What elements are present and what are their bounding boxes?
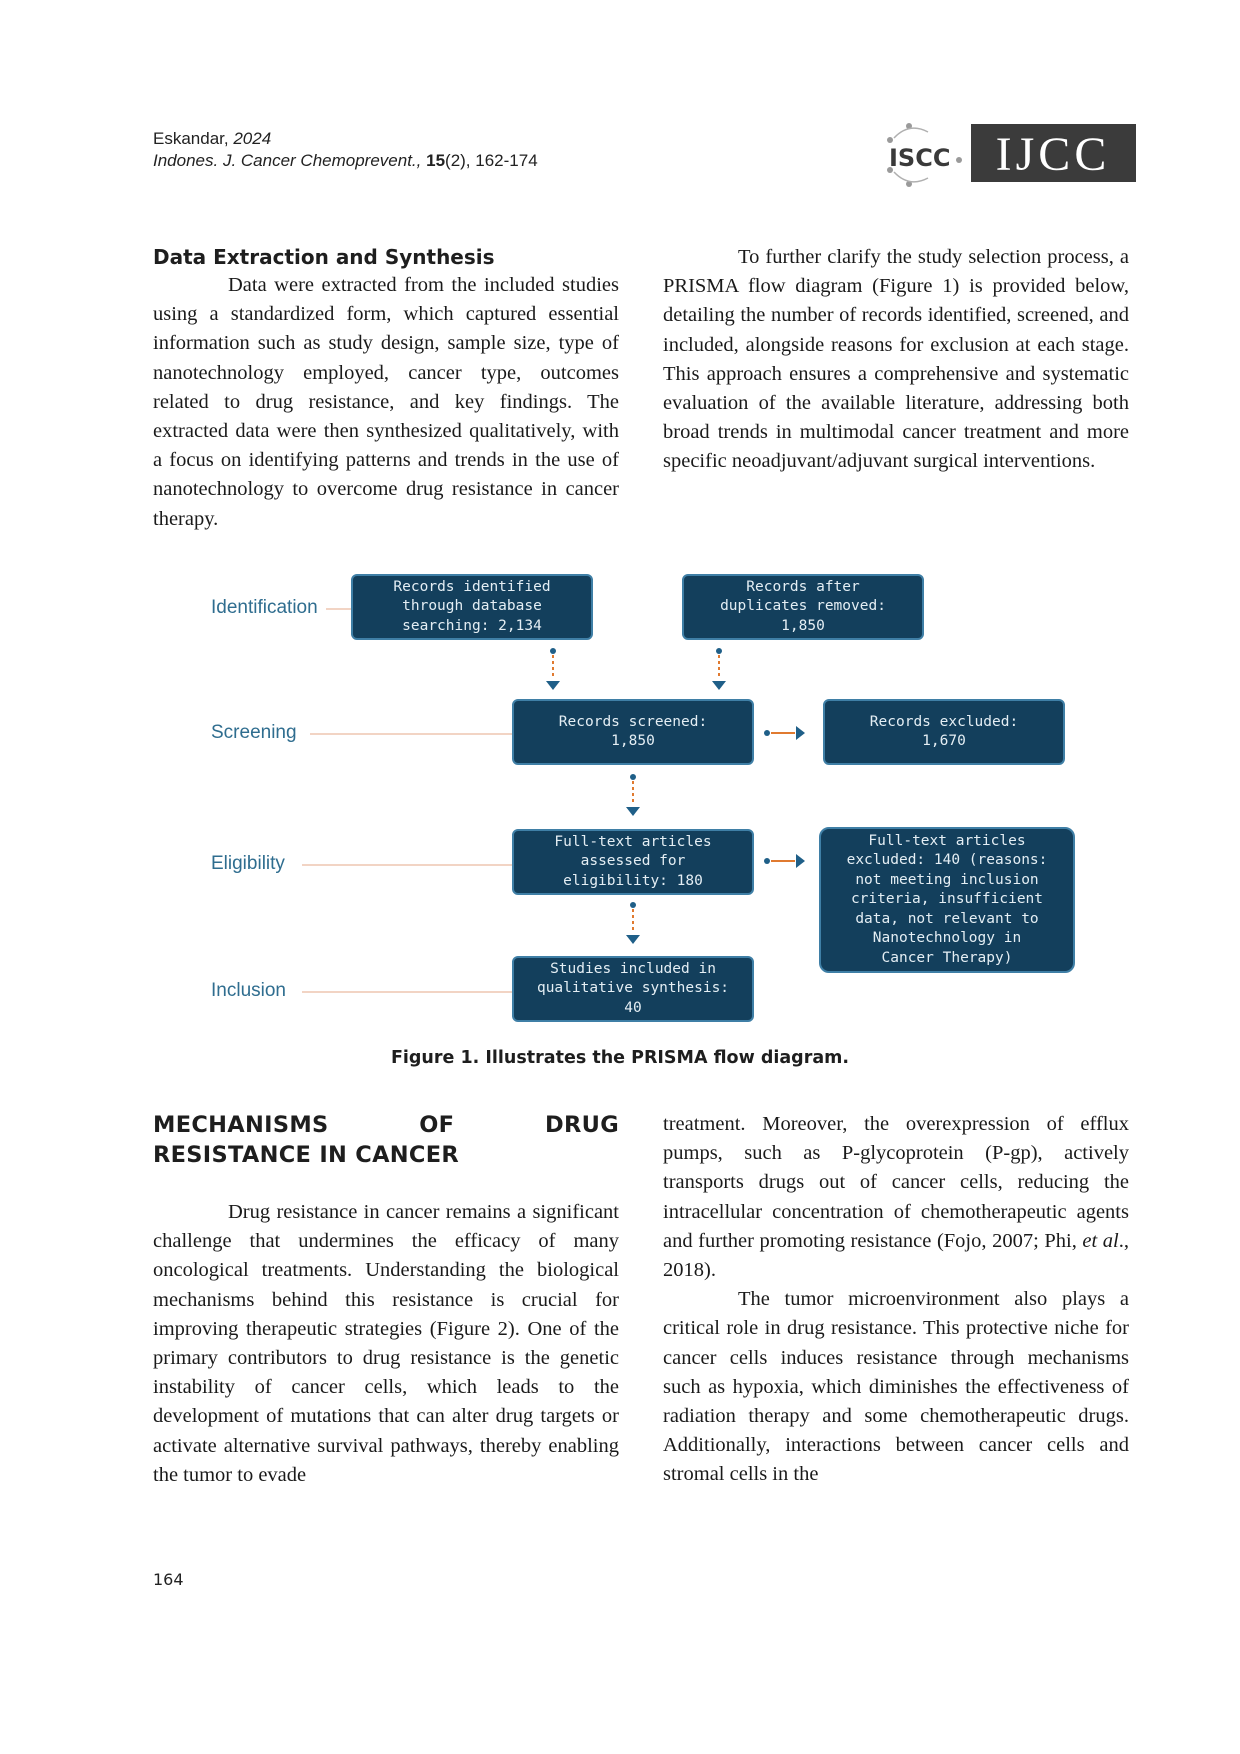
box-line: Records after	[746, 578, 860, 595]
box-records-screened	[512, 699, 754, 765]
section-data-extraction	[153, 243, 619, 534]
efflux-text-a: treatment. Moreover, the overexpression of efflux pumps, such as P-glycoprotein (P-gp), actively transports drugs out of cancer cells, reducing the intracellular concentration of chemotherapeutic agents and further promoting resistance (Fojo, 2007; Phi,	[663, 1113, 1129, 1252]
box-line: criteria, insufficient	[850, 891, 1044, 908]
running-header	[153, 128, 538, 172]
stage-line-inclusion	[302, 991, 522, 993]
figure-caption: Figure 1. Illustrates the PRISMA flow diagram.	[390, 1048, 850, 1068]
stage-line-screening	[310, 733, 522, 735]
header-citation-line: Indones. J. Cancer Chemoprevent., 15(2), 162-174	[153, 151, 538, 170]
page-number: 164	[153, 1570, 184, 1589]
box-line: Records excluded:	[869, 713, 1019, 730]
efflux-text-em: et al	[1082, 1229, 1119, 1252]
heading-data-extraction: Data Extraction and Synthesis	[153, 245, 495, 269]
logo-ijcc-text: IJCC	[995, 128, 1111, 181]
paragraph-tumor-microenvironment: The tumor microenvironment also plays a critical role in drug resistance. This protective niche for cancer cells induces resistance through mechanisms such as hypoxia, which diminishes the effectiveness of radiation therapy and some chemotherapeutic drugs. Additionally, interactions between cancer cells and stromal cells in the	[663, 1288, 1129, 1486]
box-line: Records identified	[393, 578, 551, 595]
box-line: 40	[624, 999, 642, 1016]
prisma-flow-diagram	[195, 567, 1095, 1037]
section-mechanisms	[153, 1110, 619, 1490]
efflux-text-b: ., 2018).	[663, 1229, 1129, 1282]
section-prisma-intro	[663, 243, 1129, 477]
paragraph-prisma-intro: To further clarify the study selection process, a PRISMA flow diagram (Figure 1) is provided below, detailing the number of records identified, screened, and included, alongside reasons for exclusion at each stage. This approach ensures a comprehensive and systematic evaluation of the available literature, addressing both broad trends in multimodal cancer treatment and more specific neoadjuvant/adjuvant surgical interventions.	[663, 246, 1129, 473]
paragraph-mechanisms: Drug resistance in cancer remains a significant challenge that undermines the efficacy of many oncological treatments. Understanding the biological mechanisms behind this resistance is crucial for improving therapeutic strategies (Figure 2). One of the primary contributors to drug resistance is the genetic instability of cancer cells, which leads to the development of mutations that can alter drug targets or activate alternative survival pathways, thereby enabling the tumor to evade	[153, 1201, 619, 1486]
box-line: assessed for	[580, 853, 686, 870]
box-line: 1,850	[781, 617, 825, 634]
stage-label-identification: Identification	[211, 597, 318, 618]
header-author-line	[153, 128, 538, 150]
heading-mechanisms: MECHANISMS OF DRUG RESISTANCE IN CANCER	[153, 1112, 619, 1168]
header-issue-pages: (2), 162-174	[445, 151, 538, 170]
box-line: searching: 2,134	[402, 617, 542, 634]
box-duplicates-removed	[682, 574, 924, 640]
logo-iscc-text: ISCC	[889, 144, 951, 172]
box-line: Full-text articles	[868, 832, 1026, 849]
header-author: Eskandar,	[153, 129, 234, 148]
box-line: excluded: 140 (reasons:	[846, 852, 1048, 869]
box-line: eligibility: 180	[563, 872, 703, 889]
paragraph-efflux-pumps	[663, 1110, 1129, 1285]
header-journal: Indones. J. Cancer Chemoprevent.	[153, 151, 417, 170]
box-line: 1,850	[611, 733, 655, 749]
box-line: Nanotechnology in	[872, 930, 1022, 947]
box-line: Cancer Therapy)	[881, 949, 1013, 966]
stage-label-eligibility: Eligibility	[211, 853, 285, 874]
box-line: data, not relevant to	[855, 910, 1039, 927]
box-studies-included	[512, 956, 754, 1022]
header-year: 2024	[233, 129, 272, 148]
header-volume: 15	[426, 151, 446, 170]
box-fulltext-assessed	[512, 829, 754, 895]
box-line: 1,670	[922, 733, 966, 749]
box-line: Studies included in	[550, 960, 716, 977]
section-mechanisms-continued	[663, 1110, 1129, 1490]
box-line: not meeting inclusion	[855, 871, 1039, 888]
box-records-excluded	[823, 699, 1065, 765]
box-line: Records screened:	[558, 713, 708, 730]
box-line: duplicates removed:	[720, 598, 886, 615]
box-fulltext-excluded	[819, 827, 1075, 973]
box-line: Full-text articles	[554, 833, 712, 850]
journal-logo	[880, 118, 1138, 192]
box-records-identified	[351, 574, 593, 640]
stage-label-inclusion: Inclusion	[211, 980, 286, 1001]
stage-label-screening: Screening	[211, 722, 297, 743]
stage-line-eligibility	[302, 864, 522, 866]
box-line: qualitative synthesis:	[536, 980, 730, 997]
paragraph-data-extraction: Data were extracted from the included studies using a standardized form, which captured essential information such as study design, sample size, type of nanotechnology employed, cancer type, outcomes related to drug resistance, and key findings. The extracted data were then synthesized qualitatively, with a focus on identifying patterns and trends in the use of nanotechnology to overcome drug resistance in cancer therapy.	[153, 274, 619, 530]
box-line: through database	[402, 598, 542, 615]
